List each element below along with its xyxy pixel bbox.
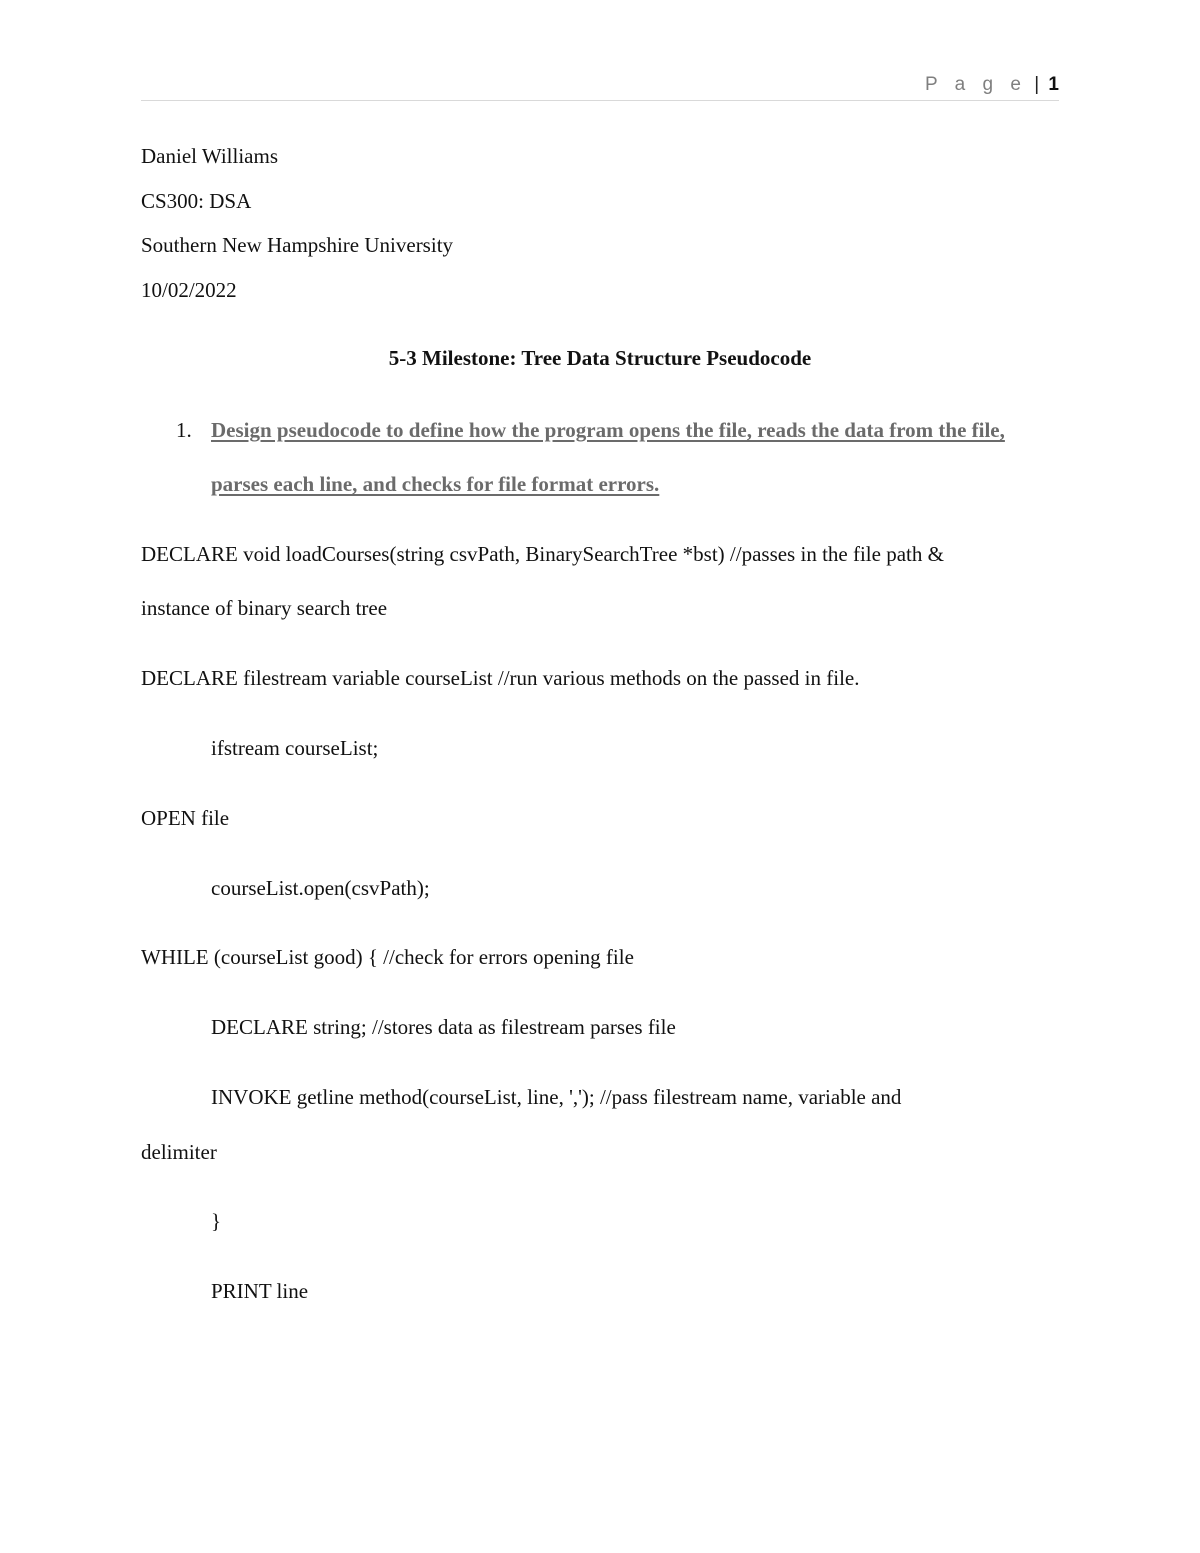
school-name: Southern New Hampshire University (141, 233, 454, 257)
code-line: INVOKE getline method(courseList, line, ','); //pass filestream name, variable and (211, 1085, 902, 1109)
page-number (925, 74, 1059, 96)
code-line: delimiter (141, 1140, 217, 1164)
code-line: courseList.open(csvPath); (211, 876, 430, 900)
document-title: 5-3 Milestone: Tree Data Structure Pseudocode (388, 346, 812, 370)
list-number: 1. (176, 418, 192, 442)
page-digit: 1 (1048, 74, 1059, 95)
code-line: OPEN file (141, 806, 230, 830)
code-line: ifstream courseList; (211, 736, 379, 760)
code-line: instance of binary search tree (141, 596, 388, 620)
code-line: DECLARE void loadCourses(string csvPath, BinarySearchTree *bst) //passes in the file path & (141, 542, 944, 566)
code-line: PRINT line (211, 1279, 309, 1303)
page-separator: | (1034, 74, 1040, 95)
course-name: CS300: DSA (141, 189, 252, 213)
page-header (141, 72, 1059, 101)
code-line: DECLARE string; //stores data as filestream parses file (211, 1015, 676, 1039)
date: 10/02/2022 (141, 278, 237, 302)
code-line: WHILE (courseList good) { //check for errors opening file (141, 945, 634, 969)
page-label: P a g e (925, 74, 1027, 95)
code-line: DECLARE filestream variable courseList //run various methods on the passed in file. (141, 666, 860, 690)
author-name: Daniel Williams (141, 144, 278, 168)
list-item-text: Design pseudocode to define how the program opens the file, reads the data from the file, parses each line, and checks for file format errors. (211, 418, 1005, 496)
code-line: } (211, 1209, 222, 1233)
